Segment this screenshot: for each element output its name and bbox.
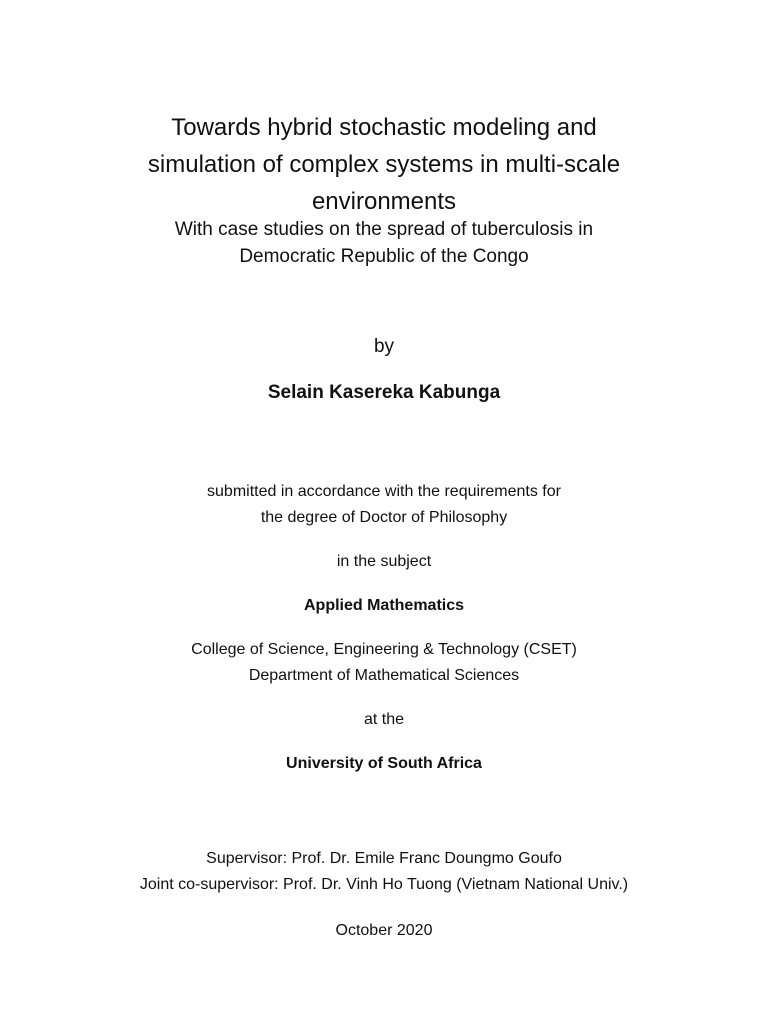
thesis-subtitle-line-1: With case studies on the spread of tuberculosis in (174, 219, 594, 240)
thesis-subtitle-line-2: Democratic Republic of the Congo (239, 246, 529, 267)
submission-date: October 2020 (335, 922, 433, 939)
subject-name: Applied Mathematics (303, 597, 465, 614)
college-line-2: Department of Mathematical Sciences (248, 667, 520, 684)
subject-intro: in the subject (336, 553, 432, 570)
thesis-title-line-2: simulation of complex systems in multi-scale (147, 151, 621, 178)
at-the-label: at the (363, 711, 405, 728)
co-supervisor-line: Joint co-supervisor: Prof. Dr. Vinh Ho Tuong (Vietnam National Univ.) (139, 876, 629, 893)
thesis-title-line-1: Towards hybrid stochastic modeling and (171, 114, 597, 141)
author-name: Selain Kasereka Kabunga (267, 382, 501, 403)
college-line-1: College of Science, Engineering & Technology (CSET) (191, 641, 577, 658)
thesis-title-line-3: environments (311, 188, 457, 215)
submission-line-2: the degree of Doctor of Philosophy (260, 509, 508, 526)
submission-line-1: submitted in accordance with the requirements for (207, 483, 561, 500)
university-name: University of South Africa (286, 755, 482, 772)
supervisor-line: Supervisor: Prof. Dr. Emile Franc Doungmo Goufo (206, 850, 562, 867)
by-label: by (373, 336, 395, 357)
